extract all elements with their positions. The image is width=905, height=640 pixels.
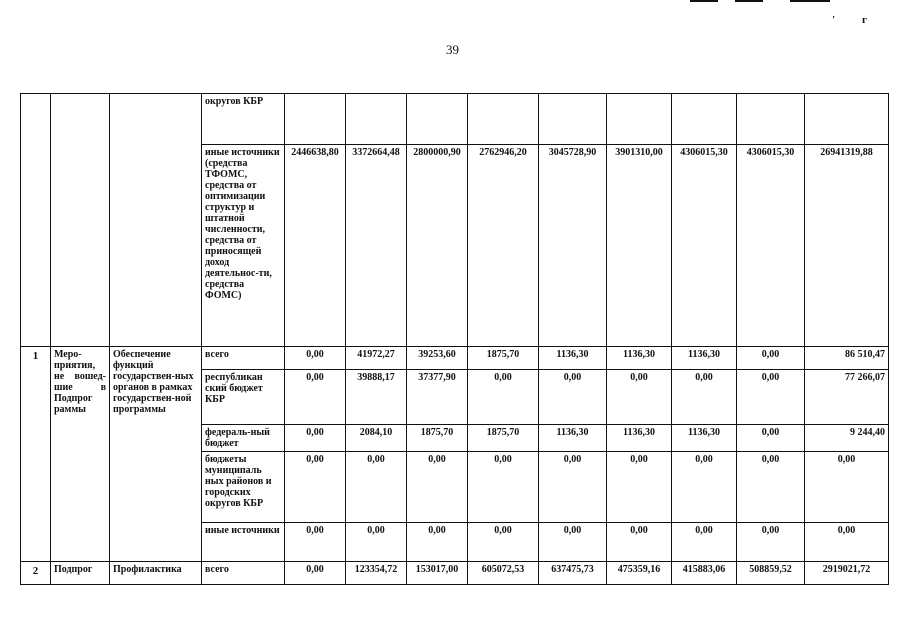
value-cell: 153017,00 — [407, 562, 468, 585]
value-cell: 123354,72 — [346, 562, 407, 585]
value-cell: 0,00 — [468, 370, 539, 425]
value-cell: 1136,30 — [672, 425, 737, 452]
value-cell: 0,00 — [285, 347, 346, 370]
top-rule-3 — [790, 0, 830, 2]
value-cell: 0,00 — [285, 523, 346, 562]
value-cell: 0,00 — [468, 523, 539, 562]
total-cell: 0,00 — [805, 452, 889, 523]
value-cell: 26941319,88 — [805, 145, 889, 347]
value-cell: 0,00 — [346, 523, 407, 562]
value-cell: 3901310,00 — [607, 145, 672, 347]
value-cell: 3045728,90 — [539, 145, 607, 347]
table-row — [21, 347, 889, 370]
corner-mark: ′ г — [832, 14, 879, 26]
value-cell: 0,00 — [407, 523, 468, 562]
value-cell: 0,00 — [737, 452, 805, 523]
program-name-cell: Обеспечение функций государствен-ных органов в рамках государствен-ной программы — [110, 347, 202, 562]
cell-empty — [51, 94, 110, 347]
value-cell: 0,00 — [607, 523, 672, 562]
row-index: 1 — [21, 347, 51, 562]
value-cell: 1136,30 — [672, 347, 737, 370]
value-cell: 39253,60 — [407, 347, 468, 370]
row-index: 2 — [21, 562, 51, 585]
top-rule-1 — [690, 0, 718, 2]
value-cell: 2084,10 — [346, 425, 407, 452]
value-cell — [672, 94, 737, 145]
value-cell — [737, 94, 805, 145]
value-cell: 1136,30 — [539, 425, 607, 452]
program-type-cell: Подпрог — [51, 562, 110, 585]
value-cell: 0,00 — [285, 425, 346, 452]
value-cell: 0,00 — [285, 562, 346, 585]
top-rule-2 — [735, 0, 763, 2]
value-cell — [468, 94, 539, 145]
value-cell — [407, 94, 468, 145]
source-cell: округов КБР — [202, 94, 285, 145]
value-cell: 0,00 — [539, 370, 607, 425]
value-cell: 0,00 — [346, 452, 407, 523]
value-cell: 0,00 — [672, 523, 737, 562]
value-cell: 1136,30 — [539, 347, 607, 370]
value-cell — [539, 94, 607, 145]
value-cell: 0,00 — [737, 523, 805, 562]
value-cell: 0,00 — [285, 370, 346, 425]
value-cell: 0,00 — [737, 347, 805, 370]
value-cell — [805, 94, 889, 145]
value-cell: 508859,52 — [737, 562, 805, 585]
page-number: 39 — [446, 42, 459, 57]
program-type-cell: Меро-приятия, не вошед-шие в Подпрог раммы — [51, 347, 110, 562]
value-cell: 41972,27 — [346, 347, 407, 370]
total-cell: 9 244,40 — [805, 425, 889, 452]
value-cell: 0,00 — [407, 452, 468, 523]
value-cell — [285, 94, 346, 145]
value-cell: 415883,06 — [672, 562, 737, 585]
value-cell: 2762946,20 — [468, 145, 539, 347]
value-cell — [607, 94, 672, 145]
value-cell: 0,00 — [539, 523, 607, 562]
value-cell — [346, 94, 407, 145]
value-cell: 39888,17 — [346, 370, 407, 425]
value-cell: 0,00 — [737, 370, 805, 425]
value-cell: 4306015,30 — [672, 145, 737, 347]
value-cell: 475359,16 — [607, 562, 672, 585]
value-cell: 0,00 — [607, 452, 672, 523]
value-cell: 0,00 — [672, 370, 737, 425]
source-cell: федераль-ный бюджет — [202, 425, 285, 452]
value-cell: 637475,73 — [539, 562, 607, 585]
value-cell: 0,00 — [539, 452, 607, 523]
value-cell: 3372664,48 — [346, 145, 407, 347]
value-cell: 4306015,30 — [737, 145, 805, 347]
total-cell: 2919021,72 — [805, 562, 889, 585]
value-cell: 1136,30 — [607, 425, 672, 452]
source-cell: иные источники (средства ТФОМС, средства от оптимизации структур и штатной численности, средства от приносящей доход деятельнос-ти, средства ФОМС) — [202, 145, 285, 347]
source-cell: бюджеты муниципаль ных районов и городских округов КБР — [202, 452, 285, 523]
source-cell: иные источники — [202, 523, 285, 562]
value-cell: 1875,70 — [468, 425, 539, 452]
value-cell: 2800000,90 — [407, 145, 468, 347]
program-name-cell: Профилактика — [110, 562, 202, 585]
value-cell: 0,00 — [607, 370, 672, 425]
total-cell: 0,00 — [805, 523, 889, 562]
source-cell: всего — [202, 562, 285, 585]
cell-empty — [21, 94, 51, 347]
table-row — [21, 562, 889, 585]
budget-table — [20, 93, 889, 585]
source-cell: республикан ский бюджет КБР — [202, 370, 285, 425]
value-cell: 1875,70 — [468, 347, 539, 370]
value-cell: 0,00 — [468, 452, 539, 523]
value-cell: 0,00 — [672, 452, 737, 523]
value-cell: 0,00 — [737, 425, 805, 452]
value-cell: 37377,90 — [407, 370, 468, 425]
budget-table-wrapper — [20, 93, 889, 585]
total-cell: 86 510,47 — [805, 347, 889, 370]
total-cell: 77 266,07 — [805, 370, 889, 425]
table-row — [21, 94, 889, 145]
value-cell: 1136,30 — [607, 347, 672, 370]
source-cell: всего — [202, 347, 285, 370]
value-cell: 1875,70 — [407, 425, 468, 452]
value-cell: 0,00 — [285, 452, 346, 523]
value-cell: 605072,53 — [468, 562, 539, 585]
value-cell: 2446638,80 — [285, 145, 346, 347]
cell-empty — [110, 94, 202, 347]
